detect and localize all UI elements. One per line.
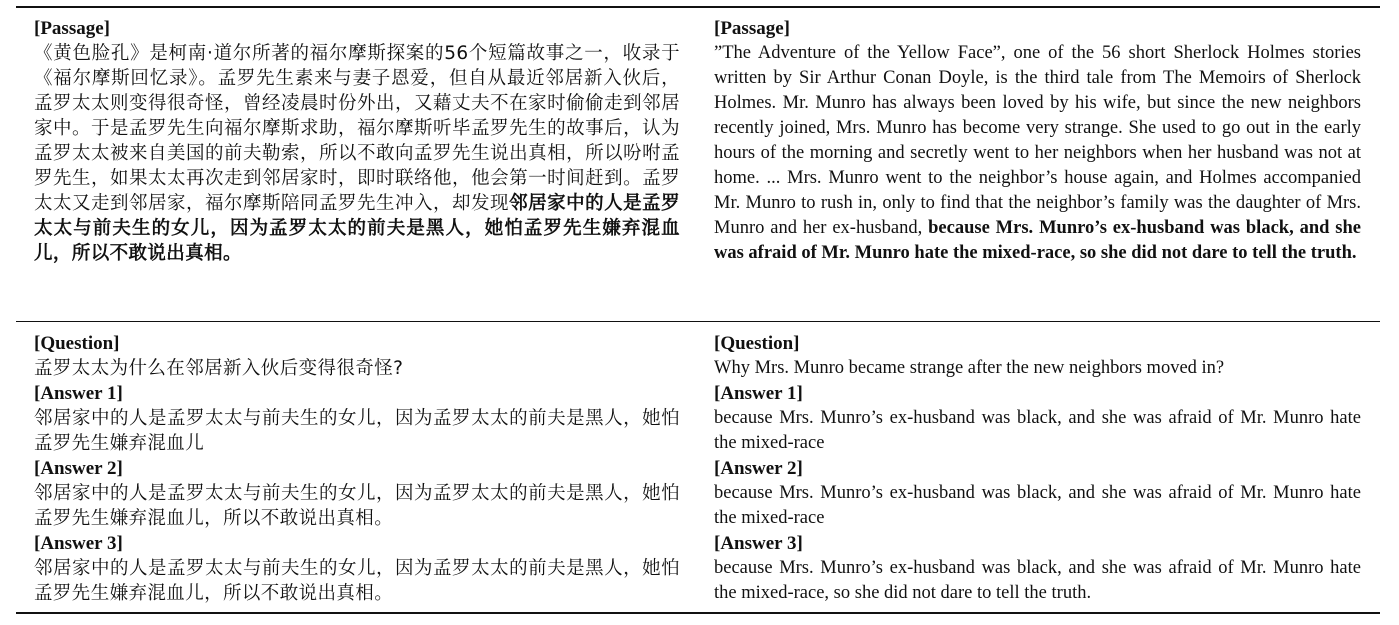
en-answer1-text: because Mrs. Munro’s ex-husband was black, and she was afraid of Mr. Munro hate the mixed-race: [714, 408, 1361, 453]
bottom-rule: [16, 612, 1380, 614]
en-passage-text: [714, 41, 1361, 266]
zh-question-label: [Question]: [34, 333, 120, 354]
en-answer1-label: [Answer 1]: [714, 383, 803, 404]
zh-answer1-label: [Answer 1]: [34, 383, 123, 404]
zh-answer2-text: 邻居家中的人是孟罗太太与前夫生的女儿，因为孟罗太太的前夫是黑人，她怕孟罗先生嫌弃混血儿，所以不敢说出真相。: [34, 483, 680, 529]
en-passage-bold: because Mrs. Munro’s ex-husband was black, and she was afraid of Mr. Munro hate the mixed-race, so she did not dare to tell the truth.: [714, 218, 1361, 263]
en-question-text: Why Mrs. Munro became strange after the new neighbors moved in?: [714, 358, 1225, 378]
zh-answer3-label: [Answer 3]: [34, 533, 123, 554]
en-passage-plain: ”The Adventure of the Yellow Face”, one of the 56 short Sherlock Holmes stories written by Sir Arthur Conan Doyle, is the third tale from The Memoirs of Sherlock Holmes. Mr. Munro has always been loved by his wife, but since the new neighbors recently joined, Mrs. Munro has become very strange. She used to go out in the early hours of the morning and secretly went to her neighbors when her husband was not at home. ... Mrs. Munro went to the neighbor’s house again, and Holmes accompanied Mr. Munro to rush in, only to find that the neighbor’s family was the daughter of Mrs. Munro and her ex-husband,: [714, 43, 1361, 238]
en-passage-label: [Passage]: [714, 18, 790, 39]
zh-passage-plain: 《黄色脸孔》是柯南·道尔所著的福尔摩斯探案的56个短篇故事之一，收录于《福尔摩斯回忆录》。孟罗先生素来与妻子恩爱，但自从最近邻居新入伙后，孟罗太太则变得很奇怪，曾经凌晨时份外出，又藉丈夫不在家时偷偷走到邻居家中。于是孟罗先生向福尔摩斯求助，福尔摩斯听毕孟罗先生的故事后，认为孟罗太太被来自美国的前夫勒索，所以不敢向孟罗先生说出真相，所以吩咐孟罗先生，如果太太再次走到邻居家时，即时联络他，他会第一时间赶到。孟罗太太又走到邻居家，福尔摩斯陪同孟罗先生冲入，却发现: [34, 43, 680, 214]
en-question-label: [Question]: [714, 333, 800, 354]
top-rule: [16, 6, 1380, 8]
zh-question-text: 孟罗太太为什么在邻居新入伙后变得很奇怪?: [34, 358, 404, 379]
en-passage-cell: [714, 16, 1361, 266]
middle-rule: [16, 321, 1380, 322]
en-answer3-label: [Answer 3]: [714, 533, 803, 554]
zh-passage-text: [34, 41, 680, 266]
en-answer3-text: because Mrs. Munro’s ex-husband was black, and she was afraid of Mr. Munro hate the mixed-race, so she did not dare to tell the truth.: [714, 558, 1361, 603]
zh-passage-cell: [34, 16, 680, 266]
zh-qa-cell: [34, 331, 680, 606]
zh-passage-label: [Passage]: [34, 18, 110, 39]
en-qa-cell: [714, 331, 1361, 606]
en-answer2-label: [Answer 2]: [714, 458, 803, 479]
en-answer2-text: because Mrs. Munro’s ex-husband was black, and she was afraid of Mr. Munro hate the mixed-race: [714, 483, 1361, 528]
zh-passage-bold: 邻居家中的人是孟罗太太与前夫生的女儿，因为孟罗太太的前夫是黑人，她怕孟罗先生嫌弃混血儿，所以不敢说出真相。: [34, 193, 680, 264]
zh-answer3-text: 邻居家中的人是孟罗太太与前夫生的女儿，因为孟罗太太的前夫是黑人，她怕孟罗先生嫌弃混血儿，所以不敢说出真相。: [34, 558, 680, 604]
zh-answer1-text: 邻居家中的人是孟罗太太与前夫生的女儿，因为孟罗太太的前夫是黑人，她怕孟罗先生嫌弃混血儿: [34, 408, 680, 454]
zh-answer2-label: [Answer 2]: [34, 458, 123, 479]
